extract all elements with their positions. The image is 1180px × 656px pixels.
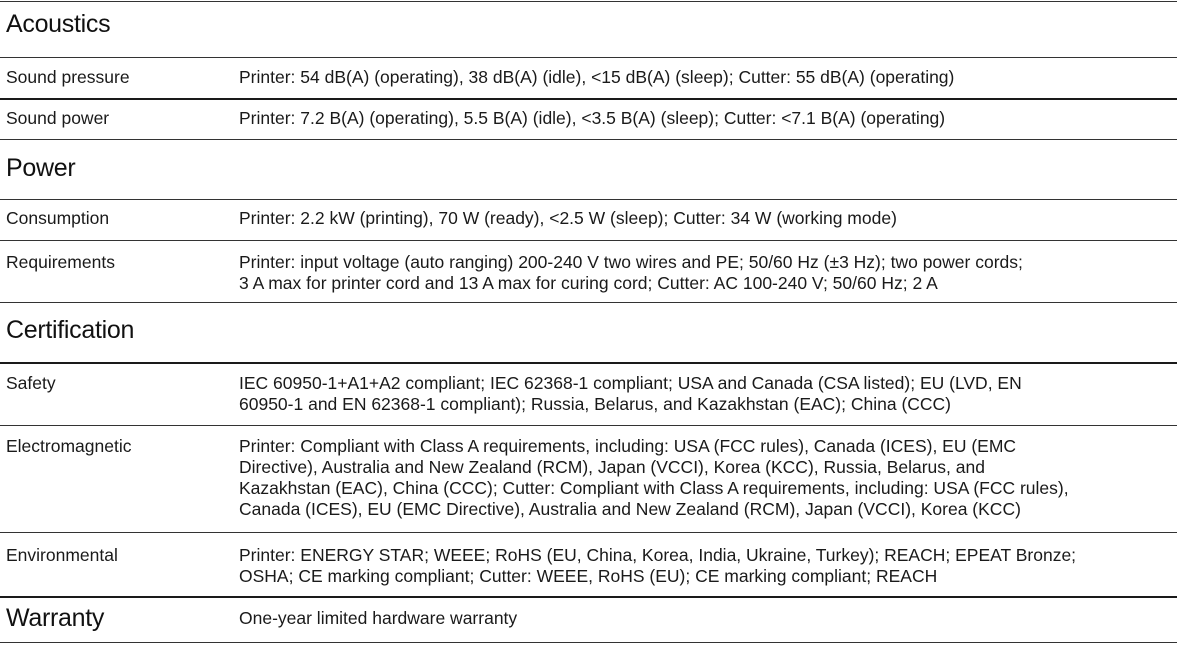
- row-label-sound-power: Sound power: [6, 108, 110, 128]
- value-line: Printer: input voltage (auto ranging) 200-240 V two wires and PE; 50/60 Hz (±3 Hz); two power cords;: [239, 252, 1023, 272]
- section-rule: [0, 1, 1177, 2]
- row-label-environmental: Environmental: [6, 545, 118, 565]
- row-label-sound-pressure: Sound pressure: [6, 67, 130, 87]
- row-value-safety: [239, 373, 1174, 415]
- row-value-environmental: [239, 545, 1174, 587]
- row-value-consumption: [239, 208, 1174, 229]
- row-label-consumption: Consumption: [6, 208, 110, 228]
- section-rule: [0, 302, 1177, 303]
- value-line: Printer: 54 dB(A) (operating), 38 dB(A) (idle), <15 dB(A) (sleep); Cutter: 55 dB(A) (operating): [239, 67, 955, 87]
- row-divider: [0, 425, 1177, 426]
- row-value-sound-power: [239, 108, 1174, 129]
- section-title-acoustics: Acoustics: [6, 10, 111, 38]
- row-label-requirements: Requirements: [6, 252, 115, 272]
- section-title-power: Power: [6, 154, 76, 182]
- row-divider: [0, 240, 1177, 241]
- row-label-electromagnetic: Electromagnetic: [6, 436, 132, 456]
- value-line: Printer: Compliant with Class A requirements, including: USA (FCC rules), Canada (ICES), EU (EMC: [239, 436, 1017, 456]
- value-line: Printer: 2.2 kW (printing), 70 W (ready), <2.5 W (sleep); Cutter: 34 W (working mode): [239, 208, 897, 228]
- row-label-safety: Safety: [6, 373, 56, 393]
- value-line: 3 A max for printer cord and 13 A max for curing cord; Cutter: AC 100-240 V; 50/60 Hz; 2 A: [239, 273, 938, 293]
- row-value-warranty: [239, 608, 1174, 629]
- row-value-electromagnetic: [239, 436, 1174, 520]
- section-rule: [0, 199, 1177, 200]
- value-line: Canada (ICES), EU (EMC Directive), Australia and New Zealand (RCM), Japan (VCCI), Korea (KCC): [239, 499, 1021, 519]
- row-divider: [0, 532, 1177, 533]
- value-line: 60950-1 and EN 62368-1 compliant); Russia, Belarus, and Kazakhstan (EAC); China (CCC): [239, 394, 952, 414]
- value-line: OSHA; CE marking compliant; Cutter: WEEE, RoHS (EU); CE marking compliant; REACH: [239, 566, 938, 586]
- section-rule: [0, 642, 1177, 643]
- value-line: Printer: 7.2 B(A) (operating), 5.5 B(A) (idle), <3.5 B(A) (sleep); Cutter: <7.1 B(A) (operating): [239, 108, 946, 128]
- section-rule: [0, 596, 1177, 598]
- section-rule: [0, 139, 1177, 140]
- value-line: Kazakhstan (EAC), China (CCC); Cutter: Compliant with Class A requirements, including: USA (FCC rules),: [239, 478, 1069, 498]
- section-title-certification: Certification: [6, 316, 135, 344]
- row-value-requirements: [239, 252, 1174, 294]
- section-rule: [0, 57, 1177, 58]
- value-line: IEC 60950-1+A1+A2 compliant; IEC 62368-1 compliant; USA and Canada (CSA listed); EU (LVD, EN: [239, 373, 1022, 393]
- value-line: One-year limited hardware warranty: [239, 608, 518, 628]
- value-line: Directive), Australia and New Zealand (RCM), Japan (VCCI), Korea (KCC), Russia, Belarus, and: [239, 457, 985, 477]
- row-divider: [0, 98, 1177, 100]
- row-value-sound-pressure: [239, 67, 1174, 88]
- section-title-warranty: Warranty: [6, 604, 105, 632]
- section-rule: [0, 362, 1177, 364]
- value-line: Printer: ENERGY STAR; WEEE; RoHS (EU, China, Korea, India, Ukraine, Turkey); REACH; EPEAT Bronze;: [239, 545, 1077, 565]
